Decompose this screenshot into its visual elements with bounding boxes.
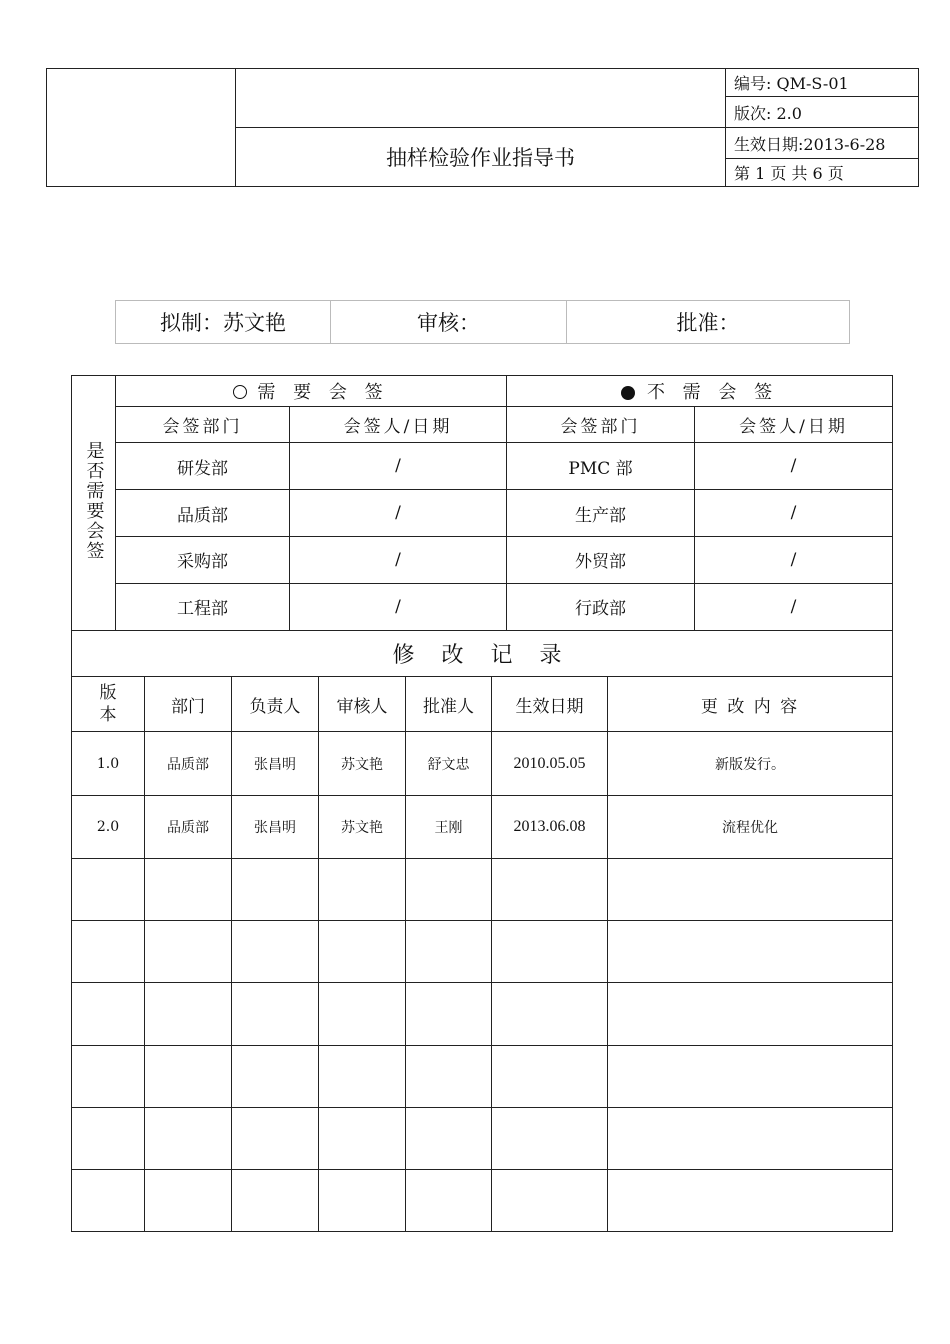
rev-approver: 王刚 — [406, 796, 492, 859]
signoff-signer: / — [695, 490, 893, 536]
revision-title: 修 改 记 录 — [72, 631, 893, 677]
rev-header-owner: 负责人 — [232, 677, 319, 732]
signoff-signer: / — [695, 583, 893, 630]
rev-dept: 品质部 — [145, 732, 232, 796]
radio-empty-icon — [233, 385, 247, 399]
reviewer-field: 审核： — [331, 301, 567, 344]
radio-filled-icon — [621, 386, 635, 400]
rev-header-approver: 批准人 — [406, 677, 492, 732]
doc-effective-date: 生效日期:2013-6-28 — [726, 128, 919, 158]
approval-table — [115, 300, 850, 344]
signoff-dept: 采购部 — [116, 536, 290, 583]
signoff-dept: 研发部 — [116, 443, 290, 490]
rev-header-content: 更 改 内 容 — [608, 677, 893, 732]
option-no-need-label: 不 需 会 签 — [646, 382, 779, 404]
signoff-dept: 品质部 — [116, 490, 290, 536]
rev-reviewer: 苏文艳 — [319, 732, 406, 796]
doc-page-number: 第 1 页 共 6 页 — [726, 158, 919, 186]
option-need-signoff[interactable] — [116, 376, 507, 407]
col-header-signer-b: 会签人/日期 — [695, 407, 893, 443]
signoff-signer: / — [695, 536, 893, 583]
option-need-label: 需 要 会 签 — [257, 382, 389, 404]
rev-owner: 张昌明 — [232, 796, 319, 859]
rev-dept: 品质部 — [145, 796, 232, 859]
rev-header-version-label: 版本 — [99, 683, 117, 725]
rev-header-version — [72, 677, 145, 732]
rev-date: 2013.06.08 — [492, 796, 608, 859]
signoff-signer: / — [290, 583, 507, 630]
table-row-empty — [72, 1108, 893, 1170]
table-row-empty — [72, 859, 893, 921]
signoff-dept: 工程部 — [116, 583, 290, 630]
signoff-dept: 行政部 — [507, 583, 695, 630]
option-no-need-signoff[interactable] — [507, 376, 893, 407]
logo-cell — [47, 69, 236, 187]
rev-header-dept: 部门 — [145, 677, 232, 732]
rev-content: 流程优化 — [608, 796, 893, 859]
header-blank-cell — [236, 69, 726, 128]
rev-header-reviewer: 审核人 — [319, 677, 406, 732]
rev-version: 1.0 — [72, 732, 145, 796]
rev-approver: 舒文忠 — [406, 732, 492, 796]
col-header-dept-b: 会签部门 — [507, 407, 695, 443]
rev-version: 2.0 — [72, 796, 145, 859]
signoff-signer: / — [290, 490, 507, 536]
signoff-signer: / — [695, 443, 893, 490]
rev-header-date: 生效日期 — [492, 677, 608, 732]
approver-field: 批准： — [567, 301, 850, 344]
table-row-empty — [72, 921, 893, 983]
doc-code: 编号: QM-S-01 — [726, 69, 919, 97]
doc-title: 抽样检验作业指导书 — [236, 128, 726, 187]
signoff-side-label-cell — [72, 376, 116, 631]
table-row — [72, 796, 893, 859]
signoff-dept: PMC 部 — [507, 443, 695, 490]
doc-version: 版次: 2.0 — [726, 97, 919, 128]
rev-owner: 张昌明 — [232, 732, 319, 796]
rev-content: 新版发行。 — [608, 732, 893, 796]
table-row-empty — [72, 1170, 893, 1232]
signoff-signer: / — [290, 443, 507, 490]
signoff-table — [71, 375, 893, 631]
drafter-field: 拟制：苏文艳 — [116, 301, 331, 344]
rev-reviewer: 苏文艳 — [319, 796, 406, 859]
col-header-dept-a: 会签部门 — [116, 407, 290, 443]
table-row-empty — [72, 983, 893, 1046]
col-header-signer-a: 会签人/日期 — [290, 407, 507, 443]
signoff-side-label: 是否需要会签 — [83, 440, 105, 561]
signoff-dept: 外贸部 — [507, 536, 695, 583]
document-header — [46, 68, 919, 187]
table-row — [72, 732, 893, 796]
signoff-signer: / — [290, 536, 507, 583]
rev-date: 2010.05.05 — [492, 732, 608, 796]
signoff-dept: 生产部 — [507, 490, 695, 536]
table-row-empty — [72, 1046, 893, 1108]
revision-table — [71, 630, 893, 1232]
